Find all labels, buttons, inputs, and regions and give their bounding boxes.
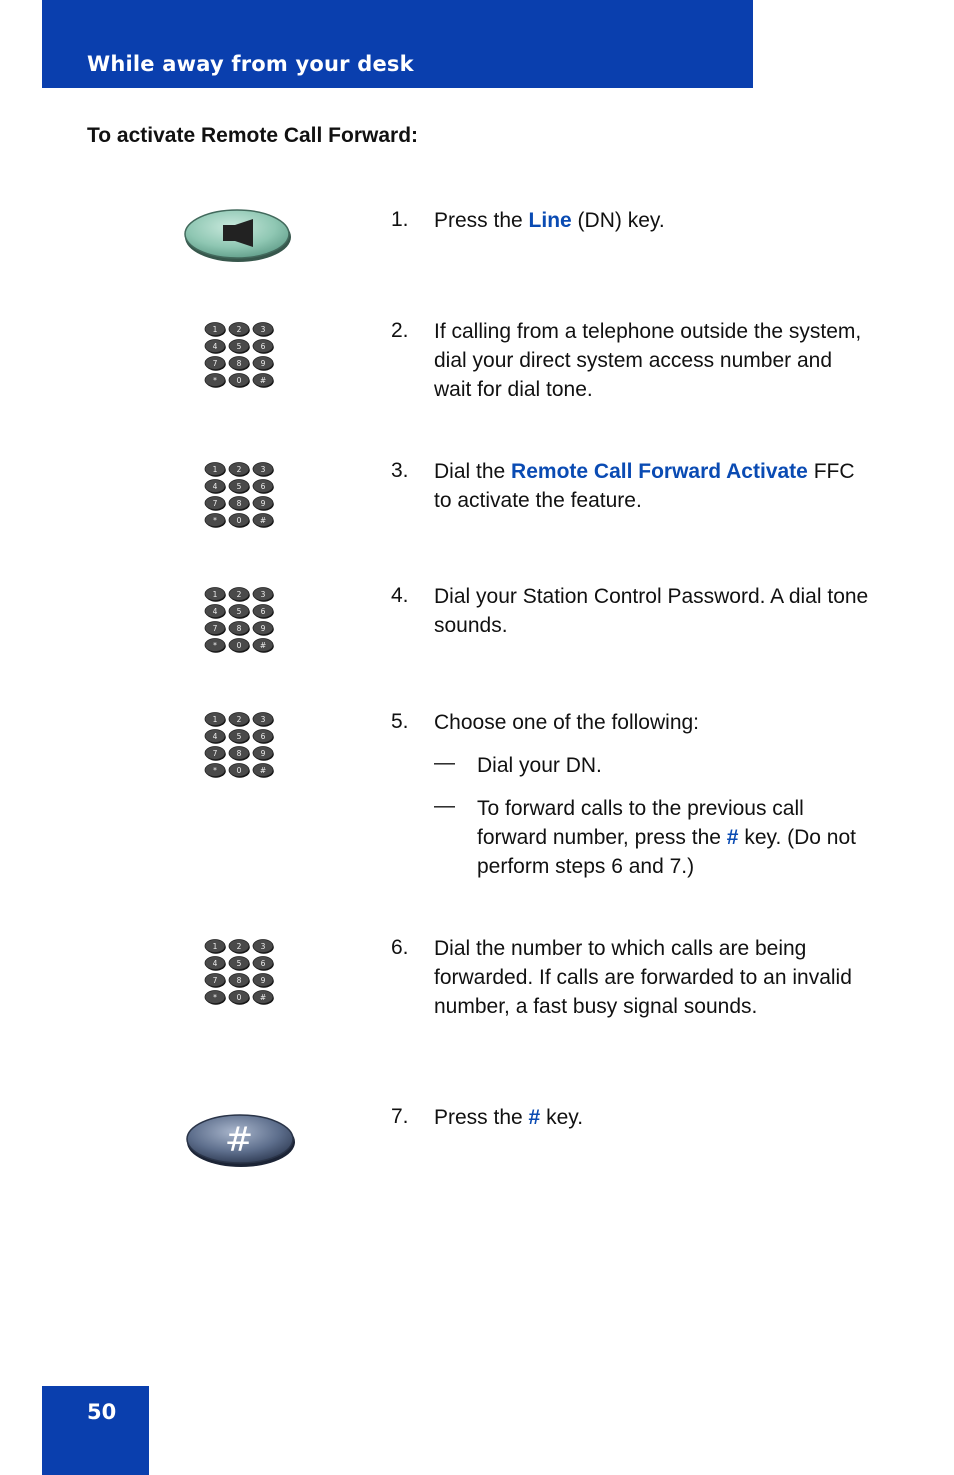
keypad-key-label: 6 xyxy=(260,481,266,491)
keypad-key-label: 2 xyxy=(236,464,242,474)
keypad-key-label: 5 xyxy=(236,341,242,351)
keypad-key xyxy=(253,957,274,971)
keypad-key xyxy=(229,747,250,761)
keypad-key-label: 2 xyxy=(236,324,242,334)
keypad-key-label: 7 xyxy=(212,358,218,368)
keypad-key xyxy=(229,974,250,988)
dialpad-icon xyxy=(203,710,275,780)
keypad-key-label: 4 xyxy=(212,958,218,968)
keypad-key-label: 7 xyxy=(212,975,218,985)
keypad-key-label: 7 xyxy=(212,498,218,508)
page-header-title: While away from your desk xyxy=(87,52,414,76)
keypad-key-label: 5 xyxy=(236,958,242,968)
step-3-text: Dial the Remote Call Forward Activate FFC to activate the feature. xyxy=(434,460,855,512)
keypad-key-label: 3 xyxy=(260,941,266,951)
hash-key-name: # xyxy=(528,1106,541,1129)
keypad-key-label: 0 xyxy=(236,765,242,775)
keypad-key-label: # xyxy=(259,992,267,1002)
keypad-key xyxy=(253,357,274,371)
keypad-key xyxy=(229,605,250,619)
keypad-key xyxy=(229,340,250,354)
keypad-key-label: * xyxy=(213,765,217,775)
keypad-key-label: 9 xyxy=(260,498,266,508)
keypad-key-label: 6 xyxy=(260,958,266,968)
keypad-key xyxy=(229,463,250,477)
keypad-key-label: 8 xyxy=(236,975,242,985)
keypad-key-label: # xyxy=(259,765,267,775)
step-3-number: 3. xyxy=(391,459,409,482)
hash-key-icon xyxy=(185,1111,297,1169)
keypad-key-label: 3 xyxy=(260,589,266,599)
keypad-key xyxy=(205,514,226,528)
keypad-key-label: 1 xyxy=(212,941,218,951)
keypad-key xyxy=(229,357,250,371)
keypad-key-label: 0 xyxy=(236,375,242,385)
keypad-key xyxy=(229,940,250,954)
keypad-key xyxy=(253,730,274,744)
keypad-key-label: 8 xyxy=(236,498,242,508)
keypad-key-label: 9 xyxy=(260,748,266,758)
keypad-key-label: # xyxy=(259,375,267,385)
keypad-key xyxy=(205,974,226,988)
keypad-key-label: 2 xyxy=(236,589,242,599)
keypad-key-label: 8 xyxy=(236,358,242,368)
keypad-key-label: 0 xyxy=(236,515,242,525)
option-previous-number: To forward calls to the previous call forward number, press the # key. (Do not perform steps 6 and 7.) xyxy=(477,797,856,878)
dialpad-icon xyxy=(203,937,275,1007)
step-6-text: Dial the number to which calls are being forwarded. If calls are forwarded to an invalid number, a fast busy signal sounds. xyxy=(434,937,852,1018)
keypad-key xyxy=(205,991,226,1005)
keypad-key xyxy=(229,730,250,744)
step-1-number: 1. xyxy=(391,208,409,231)
keypad-key-label: 6 xyxy=(260,606,266,616)
step-5-number: 5. xyxy=(391,710,409,733)
keypad-key xyxy=(229,588,250,602)
keypad-key xyxy=(253,374,274,388)
keypad-key-label: 4 xyxy=(212,731,218,741)
keypad-key-label: # xyxy=(259,640,267,650)
keypad-key xyxy=(205,588,226,602)
keypad-key-label: 8 xyxy=(236,623,242,633)
keypad-key xyxy=(229,957,250,971)
keypad-key-label: 5 xyxy=(236,606,242,616)
step-1-text: Press the Line (DN) key. xyxy=(434,209,665,232)
keypad-key xyxy=(205,323,226,337)
keypad-key-label: * xyxy=(213,992,217,1002)
keypad-key xyxy=(229,991,250,1005)
keypad-key-label: 3 xyxy=(260,324,266,334)
keypad-key xyxy=(253,713,274,727)
keypad-key xyxy=(205,374,226,388)
keypad-key xyxy=(253,940,274,954)
keypad-key-label: # xyxy=(259,515,267,525)
keypad-key-label: 1 xyxy=(212,464,218,474)
keypad-key xyxy=(253,514,274,528)
keypad-key xyxy=(205,940,226,954)
keypad-key xyxy=(205,957,226,971)
keypad-key-label: 6 xyxy=(260,731,266,741)
keypad-key xyxy=(253,639,274,653)
keypad-key-label: 9 xyxy=(260,358,266,368)
step-4-number: 4. xyxy=(391,584,409,607)
dialpad-icon xyxy=(203,585,275,655)
keypad-key-label: 4 xyxy=(212,341,218,351)
keypad-key xyxy=(229,480,250,494)
keypad-key-label: * xyxy=(213,375,217,385)
dialpad-icon xyxy=(203,320,275,390)
keypad-key xyxy=(253,323,274,337)
page-number: 50 xyxy=(87,1400,117,1424)
keypad-key xyxy=(253,480,274,494)
option-dial-dn: Dial your DN. xyxy=(477,754,602,777)
keypad-key-label: 3 xyxy=(260,464,266,474)
keypad-key xyxy=(205,463,226,477)
keypad-key xyxy=(205,764,226,778)
step-4-text: Dial your Station Control Password. A dial tone sounds. xyxy=(434,585,869,637)
keypad-key xyxy=(253,747,274,761)
keypad-key xyxy=(205,480,226,494)
line-key-label: Line xyxy=(528,209,572,232)
keypad-key xyxy=(253,463,274,477)
keypad-key xyxy=(253,974,274,988)
keypad-key-label: 6 xyxy=(260,341,266,351)
header-bar xyxy=(42,0,753,88)
keypad-key-label: 7 xyxy=(212,623,218,633)
keypad-key xyxy=(229,639,250,653)
keypad-key xyxy=(229,497,250,511)
keypad-key xyxy=(205,340,226,354)
keypad-key xyxy=(229,323,250,337)
keypad-key-label: 5 xyxy=(236,731,242,741)
keypad-key-label: 9 xyxy=(260,623,266,633)
hash-key-label: # xyxy=(224,1120,254,1160)
keypad-key xyxy=(205,357,226,371)
section-title: To activate Remote Call Forward: xyxy=(87,124,419,147)
keypad-key-label: 0 xyxy=(236,992,242,1002)
keypad-key xyxy=(253,622,274,636)
keypad-key-label: 4 xyxy=(212,606,218,616)
keypad-key-label: 9 xyxy=(260,975,266,985)
keypad-key xyxy=(205,730,226,744)
keypad-key-label: 1 xyxy=(212,324,218,334)
step-2-text: If calling from a telephone outside the system, dial your direct system access number and wait for dial tone. xyxy=(434,320,862,401)
keypad-key xyxy=(205,713,226,727)
keypad-key-label: 5 xyxy=(236,481,242,491)
keypad-key xyxy=(229,374,250,388)
page-number-box xyxy=(42,1386,149,1475)
keypad-key-label: 8 xyxy=(236,748,242,758)
keypad-key xyxy=(253,588,274,602)
step-5-text: Choose one of the following: xyxy=(434,711,700,734)
keypad-key-label: * xyxy=(213,640,217,650)
line-key-icon xyxy=(183,206,293,264)
step-2-number: 2. xyxy=(391,319,409,342)
keypad-key xyxy=(253,497,274,511)
keypad-key xyxy=(253,764,274,778)
keypad-key xyxy=(205,605,226,619)
keypad-key-label: 2 xyxy=(236,941,242,951)
keypad-key xyxy=(229,764,250,778)
keypad-key-label: * xyxy=(213,515,217,525)
keypad-key xyxy=(205,639,226,653)
option-dash: — xyxy=(434,794,455,817)
keypad-key-label: 7 xyxy=(212,748,218,758)
keypad-key xyxy=(205,497,226,511)
step-7-text: Press the # key. xyxy=(434,1106,584,1129)
keypad-key xyxy=(205,622,226,636)
step-7-number: 7. xyxy=(391,1105,409,1128)
keypad-key-label: 4 xyxy=(212,481,218,491)
keypad-key xyxy=(229,622,250,636)
keypad-key xyxy=(253,605,274,619)
keypad-key xyxy=(253,340,274,354)
keypad-key-label: 3 xyxy=(260,714,266,724)
step-6-number: 6. xyxy=(391,936,409,959)
keypad-key-label: 1 xyxy=(212,589,218,599)
keypad-key-label: 2 xyxy=(236,714,242,724)
keypad-key xyxy=(229,713,250,727)
keypad-key xyxy=(205,747,226,761)
keypad-key xyxy=(229,514,250,528)
dialpad-icon xyxy=(203,460,275,530)
keypad-key-label: 0 xyxy=(236,640,242,650)
ffc-name: Remote Call Forward Activate xyxy=(511,460,808,483)
option-dash: — xyxy=(434,751,455,774)
keypad-key-label: 1 xyxy=(212,714,218,724)
keypad-key xyxy=(253,991,274,1005)
